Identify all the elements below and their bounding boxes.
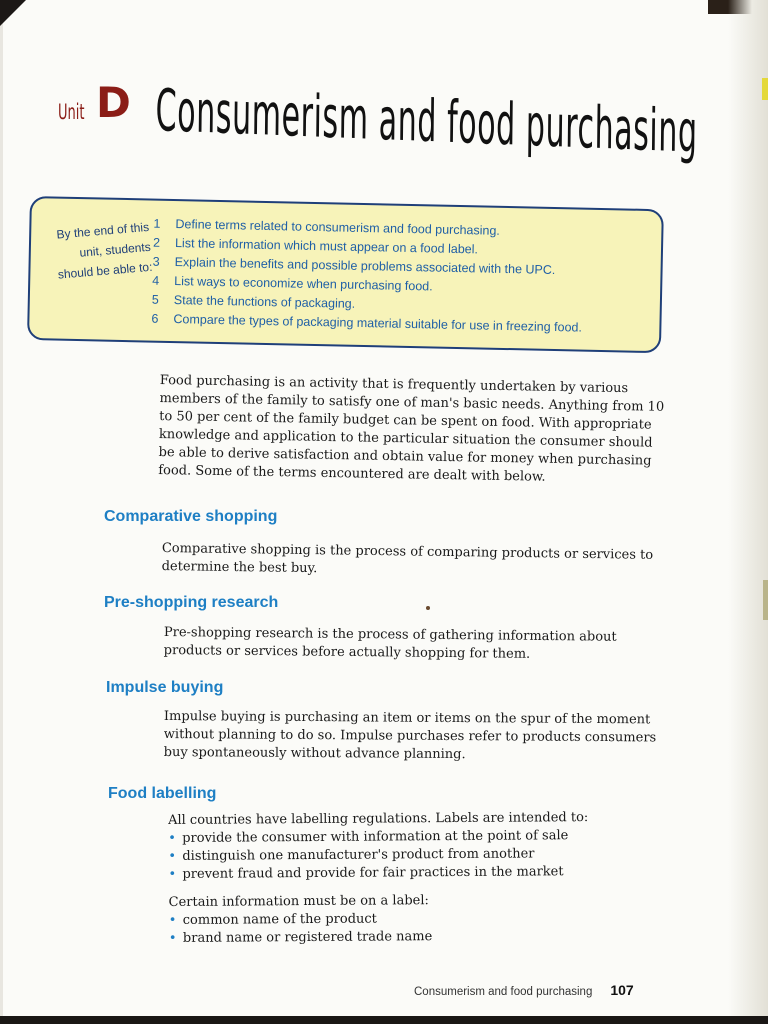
labelling-purpose-list bbox=[168, 827, 628, 884]
section-heading-comparative-shopping: Comparative shopping bbox=[104, 508, 278, 525]
bullet-item: • brand name or registered trade name bbox=[169, 927, 629, 948]
intro-paragraph: Food purchasing is an activity that is frequently undertaken by various members of the family to satisfy one of man's basic needs. Anything from 10 to 50 per cent of the family budget can be spent on food. With appropriate knowledge and application to the particular situation the consumer should be able to derive satisfaction and obtain value for money when purchasing food. Some of the terms encountered are dealt with below. bbox=[158, 372, 665, 485]
learning-objectives-box bbox=[27, 196, 662, 369]
objective-text: Compare the types of packaging material suitable for use in freezing food. bbox=[173, 312, 583, 335]
page-edge-shading bbox=[728, 0, 768, 1024]
page-spine bbox=[0, 0, 3, 1024]
running-title: Consumerism and food purchasing bbox=[414, 986, 593, 998]
bullet-item: • common name of the product bbox=[169, 909, 629, 930]
comparative-shopping-text: Comparative shopping is the process of comparing products or services to determine the best buy. bbox=[161, 540, 654, 577]
food-labelling-text bbox=[168, 809, 629, 948]
objective-text: State the functions of packaging. bbox=[173, 293, 356, 311]
objective-number: 6 bbox=[151, 311, 159, 326]
page-corner-shadow bbox=[0, 0, 26, 26]
bullet-item: • provide the consumer with information at the point of sale bbox=[168, 827, 628, 848]
page-footer bbox=[414, 982, 634, 1000]
bullet-item: • distinguish one manufacturer's product from another bbox=[168, 845, 628, 866]
objectives-lead: By the end of this unit, students should be able to: bbox=[55, 219, 153, 282]
objective-number: 1 bbox=[153, 216, 161, 231]
objectives-list bbox=[151, 215, 653, 339]
labelling-required-list bbox=[169, 909, 629, 948]
objective-text: List the information which must appear on a food label. bbox=[174, 236, 479, 257]
page-tab-marker-2 bbox=[763, 580, 768, 620]
unit-letter: D bbox=[96, 78, 131, 127]
objective-number: 4 bbox=[152, 273, 160, 288]
labelling-required-intro: Certain information must be on a label: bbox=[168, 893, 429, 910]
page-number: 107 bbox=[610, 982, 634, 998]
objectives-panel bbox=[27, 196, 664, 353]
objective-number: 3 bbox=[152, 254, 160, 269]
unit-word: Unit bbox=[58, 100, 85, 124]
objective-text: List ways to economize when purchasing food. bbox=[174, 274, 433, 294]
bullet-item: • prevent fraud and provide for fair practices in the market bbox=[168, 863, 628, 884]
pre-shopping-research-text: Pre-shopping research is the process of gathering information about products or services before actually shopping for them. bbox=[163, 624, 617, 662]
page-tab-marker bbox=[762, 78, 768, 100]
objective-text: Define terms related to consumerism and food purchasing. bbox=[175, 217, 501, 238]
objective-text: Explain the benefits and possible problems associated with the UPC. bbox=[174, 255, 556, 278]
objective-number: 2 bbox=[152, 235, 161, 250]
labelling-intro: All countries have labelling regulations. Labels are intended to: bbox=[168, 810, 589, 828]
background-edge-bottom bbox=[0, 1016, 768, 1024]
section-heading-food-labelling: Food labelling bbox=[108, 785, 217, 802]
page-title: Consumerism and food purchasing bbox=[155, 76, 698, 166]
impulse-buying-text: Impulse buying is purchasing an item or items on the spur of the moment without planning to do so. Impulse purchases refer to products consumers buy spontaneously without advance planning. bbox=[163, 709, 657, 763]
section-heading-pre-shopping-research: Pre-shopping research bbox=[104, 594, 279, 611]
section-heading-impulse-buying: Impulse buying bbox=[106, 679, 224, 696]
objective-number: 5 bbox=[151, 292, 159, 307]
paper-speck bbox=[426, 606, 430, 610]
